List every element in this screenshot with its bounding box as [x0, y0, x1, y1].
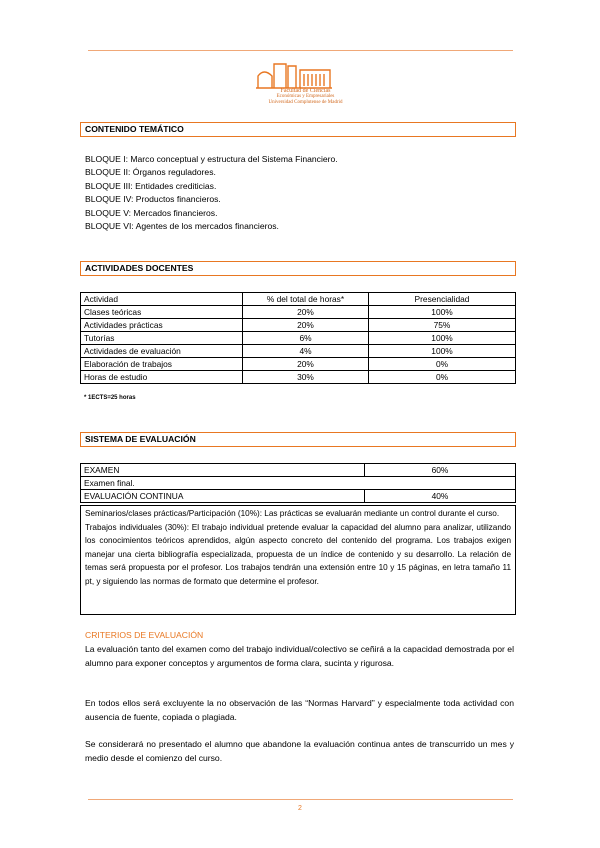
section-evaluacion-title: SISTEMA DE EVALUACIÓN [80, 432, 516, 447]
logo-caption-line-3: Universidad Complutense de Madrid [268, 100, 343, 105]
table-cell: Actividades prácticas [81, 319, 243, 332]
table-cell: Clases teóricas [81, 306, 243, 319]
examen-label: EXAMEN [81, 464, 365, 477]
seminarios-paragraph: Seminarios/clases prácticas/Participación (10%): Las prácticas se evaluarán mediante un control durante el curso. [85, 509, 500, 518]
list-item: BLOQUE II: Órganos reguladores. [85, 167, 216, 178]
table-cell: 6% [243, 332, 369, 345]
table-cell: 0% [369, 358, 516, 371]
evaluacion-continua-details [80, 505, 516, 615]
list-item: BLOQUE V: Mercados financieros. [85, 207, 218, 218]
footer-rule [88, 799, 513, 800]
table-cell: 100% [369, 345, 516, 358]
table-cell: Horas de estudio [81, 371, 243, 384]
logo-caption-line-2: Económicas y Empresariales [276, 94, 335, 99]
criterios-paragraph-3: Se considerará no presentado el alumno que abandone la evaluación continua antes de transcurrido un mes y medio desde el comienzo del curso. [85, 739, 514, 763]
table-cell: 100% [369, 306, 516, 319]
table-row [81, 490, 516, 503]
criterios-paragraph-2: En todos ellos será excluyente la no observación de las “Normas Harvard” y especialmente toda actividad con ausencia de fuente, copiada o plagiada. [85, 698, 514, 722]
page-number: 2 [298, 805, 302, 812]
continua-value: 40% [365, 490, 516, 503]
criterios-title: CRITERIOS DE EVALUACIÓN [85, 630, 204, 640]
section-contenido-title: CONTENIDO TEMÁTICO [80, 122, 516, 137]
table-header-row [81, 293, 516, 306]
table-cell: 0% [369, 371, 516, 384]
list-item: BLOQUE III: Entidades crediticias. [85, 180, 217, 191]
contenido-list [85, 153, 338, 233]
trabajos-paragraph: Trabajos individuales (30%): El trabajo individual pretende evaluar la capacidad del alumno para analizar, utilizando los conocimientos teóricos aprendidos, algún aspecto concreto del contenido del programa. Los trabajos exigen manejar una cierta bibliografía especializada, propuesta de un índice de contenido y su desarrollo. La relación de temas será propuesta por el profesor. Los trabajos tendrán una extensión entre 10 y 15 páginas, en letra tamaño 11 pt, y siguiendo las normas de formato que determine el profesor. [85, 522, 511, 586]
list-item: BLOQUE VI: Agentes de los mercados financieros. [85, 221, 279, 232]
table-cell: 75% [369, 319, 516, 332]
table-cell: 30% [243, 371, 369, 384]
logo-caption-line-1: Facultad de Ciencias [280, 88, 331, 94]
table-header-cell: Presencialidad [369, 293, 516, 306]
continua-label: EVALUACIÓN CONTINUA [81, 490, 365, 503]
actividades-table [80, 292, 516, 384]
table-cell: Elaboración de trabajos [81, 358, 243, 371]
ects-note: * 1ECTS=25 horas [84, 395, 136, 401]
table-row [81, 319, 516, 332]
table-cell: 20% [243, 358, 369, 371]
examen-value: 60% [365, 464, 516, 477]
evaluacion-table [80, 463, 516, 503]
table-row [81, 345, 516, 358]
table-header-cell: % del total de horas* [243, 293, 369, 306]
table-cell: Tutorías [81, 332, 243, 345]
table-row [81, 477, 516, 490]
table-row [81, 332, 516, 345]
table-cell: Actividades de evaluación [81, 345, 243, 358]
examen-final: Examen final. [81, 477, 516, 490]
list-item: BLOQUE IV: Productos financieros. [85, 194, 221, 205]
header-rule [88, 50, 513, 51]
table-cell: 4% [243, 345, 369, 358]
table-cell: 20% [243, 319, 369, 332]
criterios-paragraph-1: La evaluación tanto del examen como del trabajo individual/colectivo se ceñirá a la capacidad demostrada por el alumno para exponer conceptos y argumentos de forma clara, sucinta y rigurosa. [85, 644, 514, 668]
list-item: BLOQUE I: Marco conceptual y estructura del Sistema Financiero. [85, 154, 338, 164]
faculty-logo-icon [252, 58, 336, 116]
section-actividades-title: ACTIVIDADES DOCENTES [80, 261, 516, 276]
table-cell: 20% [243, 306, 369, 319]
table-row [81, 464, 516, 477]
table-row [81, 306, 516, 319]
table-row [81, 358, 516, 371]
table-cell: 100% [369, 332, 516, 345]
table-row [81, 371, 516, 384]
table-header-cell: Actividad [81, 293, 243, 306]
logo-caption [268, 88, 343, 106]
